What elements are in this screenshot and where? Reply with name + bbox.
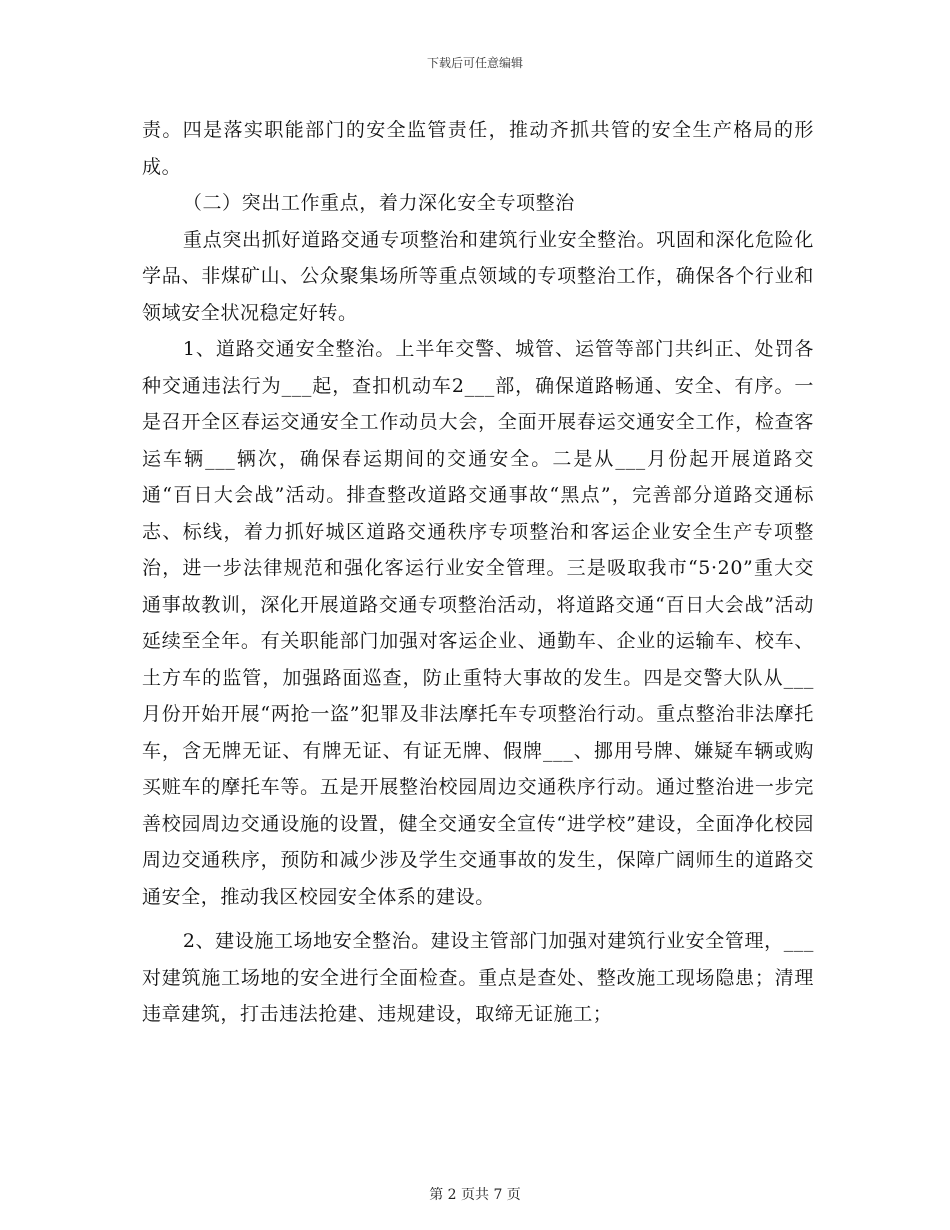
page-header: 下载后可任意编辑 bbox=[426, 56, 523, 70]
document-body bbox=[142, 112, 814, 1033]
paragraph-construction: 2、建设施工场地安全整治。建设主管部门加强对建筑行业安全管理，___对建筑施工场地的安全进行全面检查。重点是查处、整改施工现场隐患；清理违章建筑，打击违法抢建、违规建设，取缔无证施工； bbox=[142, 930, 814, 1025]
paragraph-continuation: 责。四是落实职能部门的安全监管责任，推动齐抓共管的安全生产格局的形成。 bbox=[142, 119, 814, 178]
page-footer: 第 2 页共 7 页 bbox=[429, 1187, 521, 1203]
paragraph-road-traffic: 1、道路交通安全整治。上半年交警、城管、运管等部门共纠正、处罚各种交通违法行为___起，查扣机动车2___部，确保道路畅通、安全、有序。一是召开全区春运交通安全工作动员大会，全面开展春运交通安全工作，检查客运车辆___辆次，确保春运期间的交通安全。二是从___月份起开展道路交通“百日大会战”活动。排查整改道路交通事故“黑点”，完善部分道路交通标志、标线，着力抓好城区道路交通秩序专项整治和客运企业安全生产专项整治，进一步法律规范和强化客运行业安全管理。三是吸取我市“5·20”重大交通事故教训，深化开展道路交通专项整治活动，将道路交通“百日大会战”活动延续至全年。有关职能部门加强对客运企业、通勤车、企业的运输车、校车、土方车的监管，加强路面巡查，防止重特大事故的发生。四是交警大队从___月份开始开展“两抢一盗”犯罪及非法摩托车专项整治行动。重点整治非法摩托车，含无牌无证、有牌无证、有证无牌、假牌___、挪用号牌、嫌疑车辆或购买赃车的摩托车等。五是开展整治校园周边交通秩序行动。通过整治进一步完善校园周边交通设施的设置，健全交通安全宣传“进学校”建设，全面净化校园周边交通秩序，预防和减少涉及学生交通事故的发生，保障广阔师生的道路交通安全，推动我区校园安全体系的建设。 bbox=[142, 338, 814, 908]
section-heading: （二）突出工作重点，着力深化安全专项整治 bbox=[182, 192, 575, 214]
paragraph-overview: 重点突出抓好道路交通专项整治和建筑行业安全整治。巩固和深化危险化学品、非煤矿山、公众聚集场所等重点领域的专项整治工作，确保各个行业和领域安全状况稳定好转。 bbox=[142, 228, 814, 324]
